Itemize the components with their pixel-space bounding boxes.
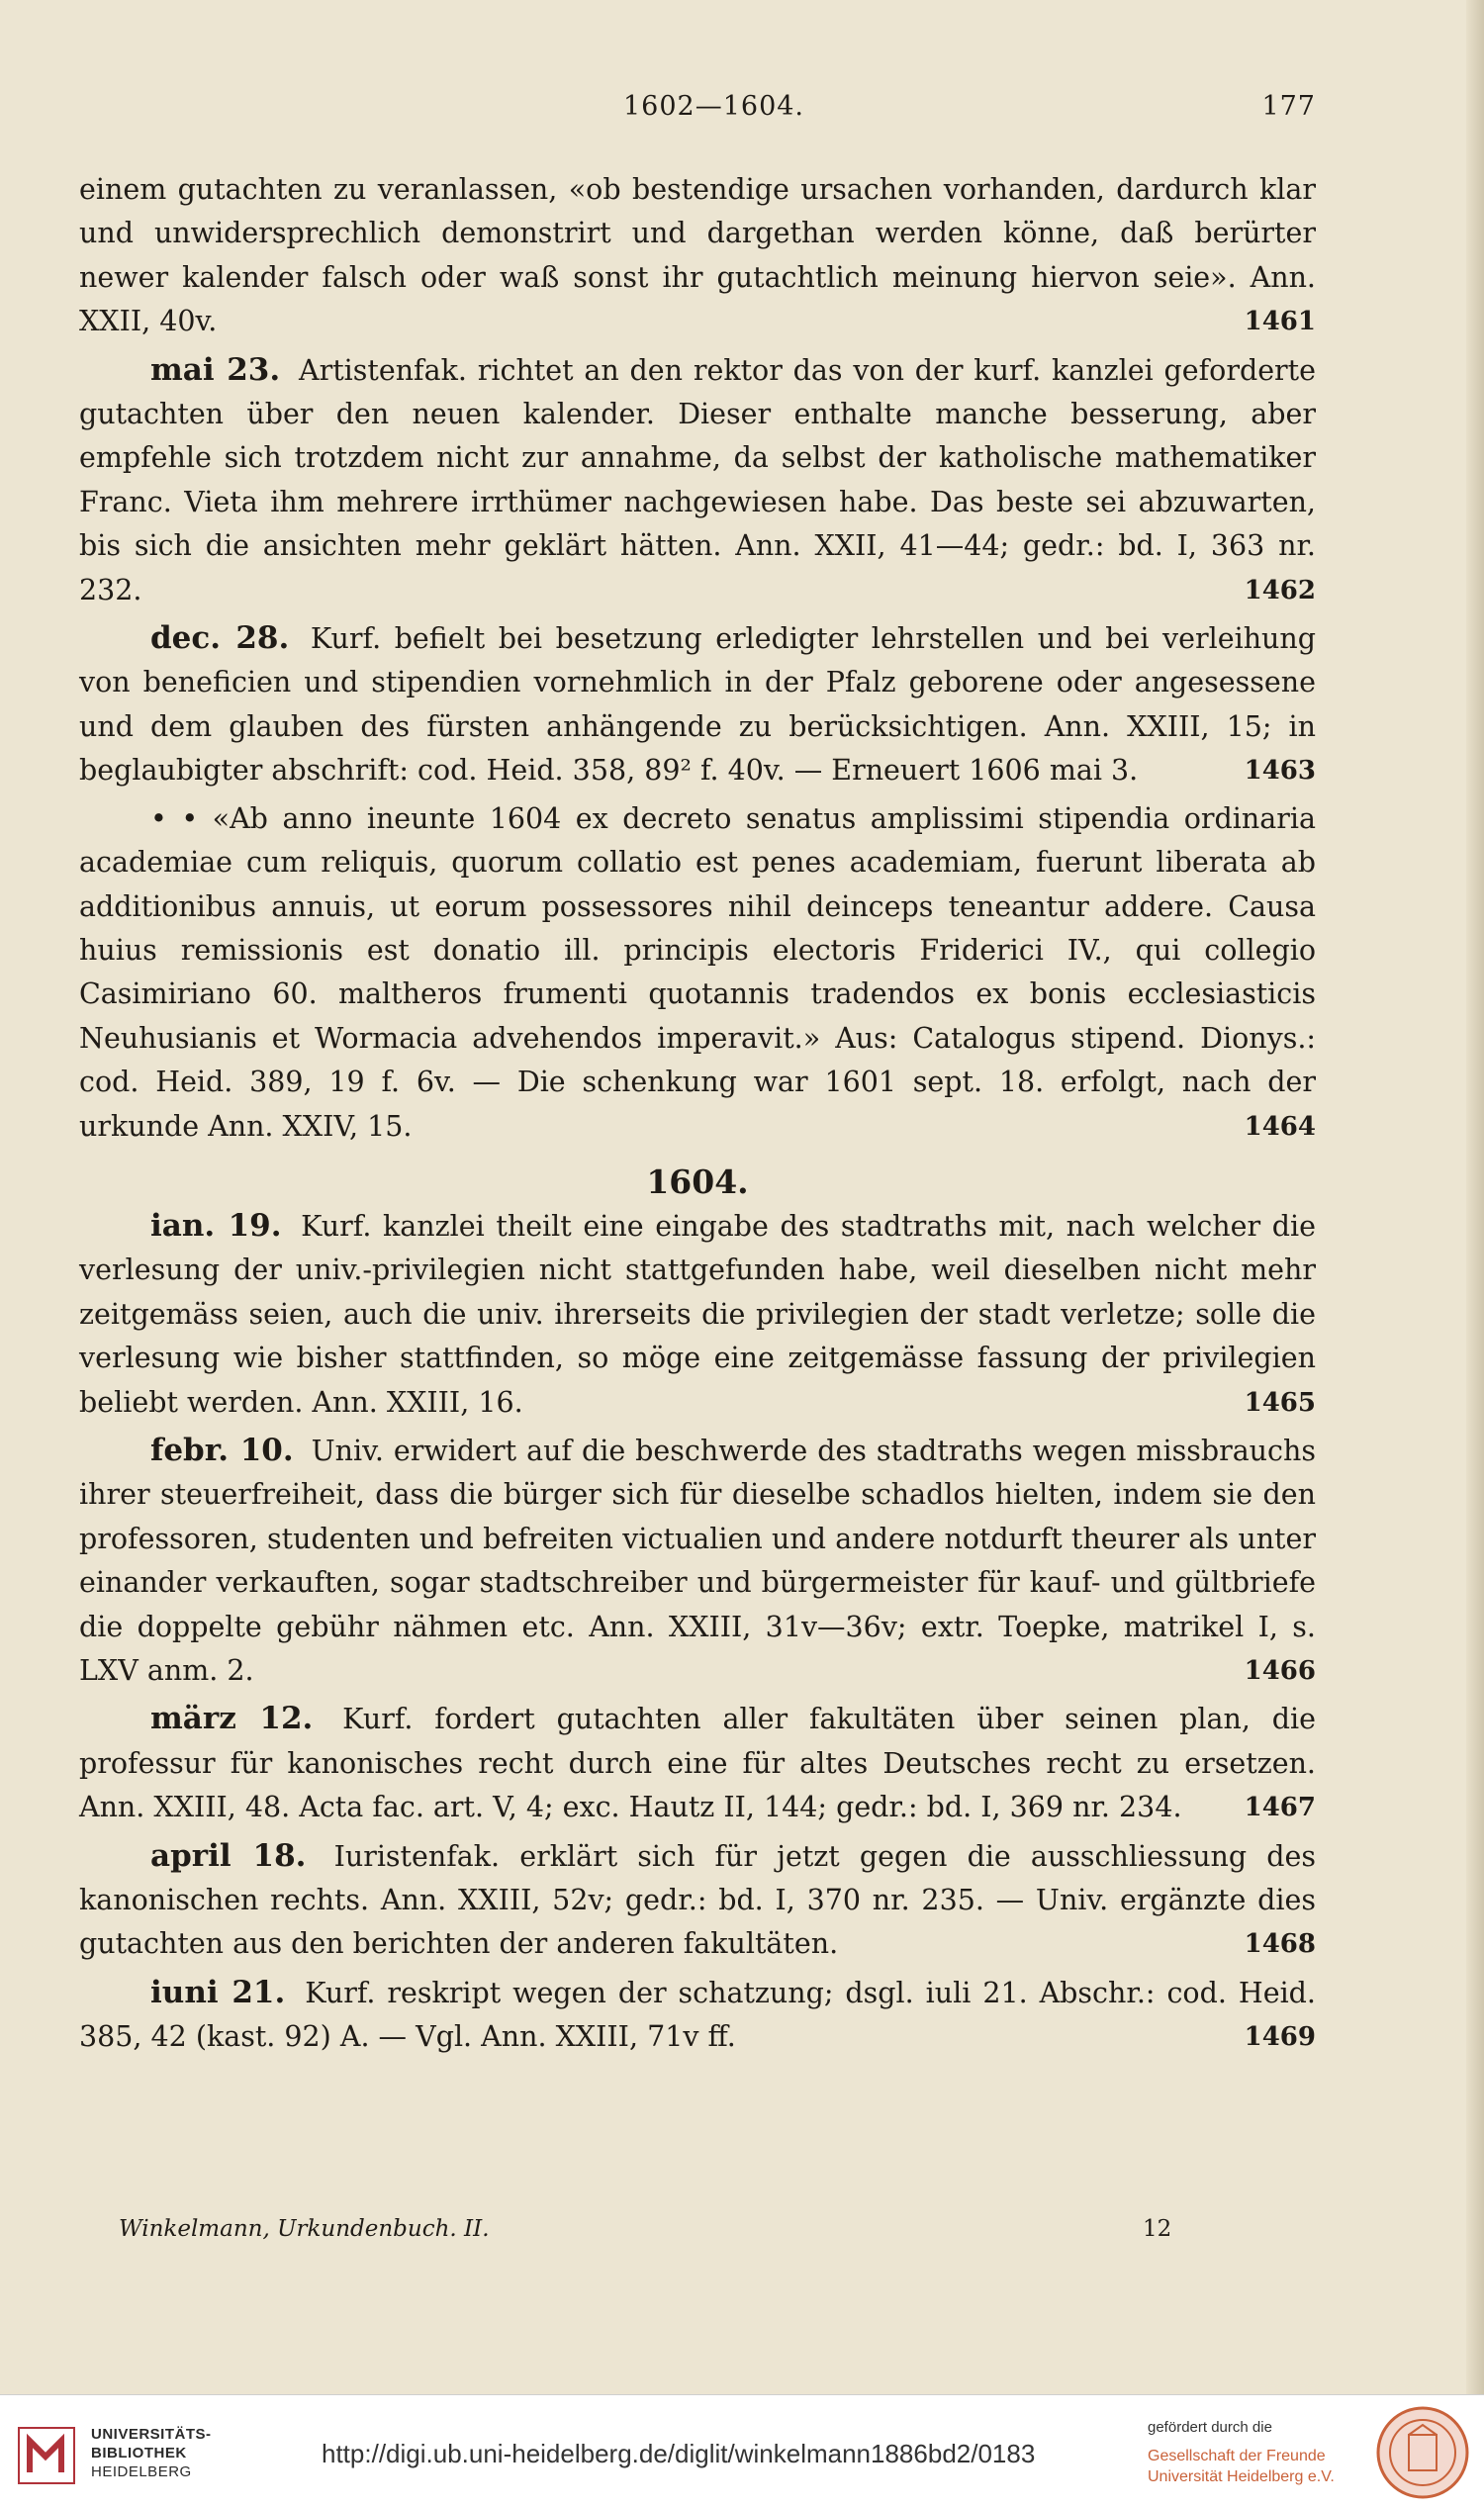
entry-text: Kurf. kanzlei theilt eine eingabe des stadtraths mit, nach welcher die verlesung der univ.-privilegien nicht stattgefunden habe, weil dieselben nicht mehr zeitgemäss seien, auch die univ. ihrerseits die privilegien der stadt verletze; solle die verlesung wie bisher stattfinden, so möge eine zeitgemässe fassung der privilegien beliebt werden. Ann. XXIII, 16. [79,1209,1316,1419]
regest-entry [79,616,1316,793]
entry-number: 1465 [1244,1387,1316,1418]
entry-text: Iuristenfak. erklärt sich für jetzt gegen die ausschliessung des kanonischen rechts. Ann. XXIII, 52v; gedr.: bd. I, 370 nr. 235. — Univ. ergänzte dies gutachten aus den berichten der anderen fakultäten. [79,1839,1317,1961]
library-name [91,2425,212,2481]
regest-entry [79,1697,1316,1829]
regest-entry [79,1429,1316,1693]
entry-date: april 18. [150,1837,307,1874]
entry-text: Kurf. reskript wegen der schatzung; dsgl. iuli 21. Abschr.: cod. Heid. 385, 42 (kast. 92) A. — Vgl. Ann. XXIII, 71v ff. [79,1976,1316,2054]
sponsor-name-line: Gesellschaft der Freunde [1148,2448,1326,2464]
entry-text: Kurf. fordert gutachten aller fakultäten über seinen plan, die professur für kanonisches recht durch eine für altes Deutsches recht zu ersetzen. Ann. XXIII, 48. Acta fac. art. V, 4; exc. Hautz II, 144; gedr.: bd. I, 369 nr. 234. [79,1703,1316,1824]
page-gutter-shadow [1466,0,1484,2394]
library-name-line: BIBLIOTHEK [91,2445,187,2462]
digitization-bar [0,2394,1484,2508]
entry-text: Univ. erwidert auf die beschwerde des stadtraths wegen missbrauchs ihrer steuerfreiheit, dass die bürger sich für dieselbe schadlos hielten, indem sie den professoren, studenten und befreiten victualien und andere notdurft theurer als unter einander verkauften, sogar stadtschreiber und bürgermeister für kauf- und gültbriefe die doppelte gebühr nähmen etc. Ann. XXIII, 31v—36v; extr. Toepke, matrikel I, s. LXV anm. 2. [79,1434,1316,1687]
sponsor-name-line: Universität Heidelberg e.V. [1148,2468,1335,2485]
regest-entry [79,348,1316,612]
entry-text: Artistenfak. richtet an den rektor das von der kurf. kanzlei geforderte gutachten über den neuen kalender. Dieser enthalte manche besserung, aber empfehle sich trotzdem nicht zur annahme, da selbst der katholische mathematiker Franc. Vieta ihm mehrere irrthümer nachgewiesen habe. Das beste sei abzuwarten, bis sich die ansichten mehr geklärt hätten. Ann. XXII, 41—44; gedr.: bd. I, 363 nr. 232. [79,353,1317,606]
page-number: 177 [1261,91,1316,122]
entry-number: 1461 [1244,307,1316,337]
entry-text: Kurf. befielt bei besetzung erledigter lehrstellen und bei verleihung von beneficien und stipendien vornehmlich in der Pfalz geborene oder angesessene und dem glauben des fürsten anhängende zu berücksichtigen. Ann. XXIII, 15; in beglaubigter abschrift: cod. Heid. 358, 89² f. 40v. — Erneuert 1606 mai 3. [79,622,1317,788]
page-body [79,168,1316,2064]
regest-entry [79,1971,1316,2060]
entry-number: 1463 [1244,756,1316,787]
regest-entry [79,1204,1316,1425]
university-seal-icon [1375,2405,1470,2500]
library-name-line: HEIDELBERG [91,2463,192,2480]
entry-number: 1466 [1244,1656,1316,1686]
year-heading: 1604. [646,1161,749,1201]
page-footer [119,2216,1316,2242]
entry-date: märz 12. [150,1701,314,1737]
entry-date: mai 23. [150,351,281,388]
sheet-signature: 12 [1143,2216,1172,2242]
regest-entry [79,1834,1316,1967]
running-head-years: 1602—1604. [623,91,805,122]
entry-text: • • «Ab anno ineunte 1604 ex decreto senatus amplissimi stipendia ordinaria academiae cum reliquis, quorum collatio est penes academiam, fuerunt liberata ab additionibus annuis, ut eorum possessores nihil deinceps teneantur addere. Causa huius remissionis est donatio ill. principis electoris Friderici IV., qui collegio Casimiriano 60. maltheros frumenti quotannis tradendos ex bonis ecclesiasticis Neuhusianis et Wormacia advehendos imperavit.» Aus: Catalogus stipend. Dionys.: cod. Heid. 389, 19 f. 6v. — Die schenkung war 1601 sept. 18. erfolgt, nach der urkunde Ann. XXIV, 15. [79,801,1316,1143]
entry-number: 1462 [1244,575,1316,605]
entry-date: dec. 28. [150,620,290,657]
library-name-line: UNIVERSITÄTS- [91,2426,212,2443]
running-head [79,91,1316,131]
permalink-url[interactable]: http://digi.ub.uni-heidelberg.de/diglit/winkelmann1886bd2/0183 [322,2439,1036,2468]
entry-date: iuni 21. [150,1974,286,2010]
sponsor-block [1148,2417,1355,2487]
entry-number: 1467 [1244,1793,1316,1823]
entry-text: einem gutachten zu veranlassen, «ob bestendige ursachen vorhanden, dardurch klar und unwidersprechlich demonstrirt und dargethan werden könne, daß berürter newer kalender falsch oder waß sonst ihr gutachtlich meinung hiervon seie». Ann. XXII, 40v. [79,173,1316,338]
footer-source: Winkelmann, Urkundenbuch. II. [119,2216,490,2242]
ub-logo-icon [18,2427,75,2484]
entry-number: 1469 [1244,2022,1316,2053]
entry-date: febr. 10. [150,1432,294,1468]
entry-date: ian. 19. [150,1207,282,1244]
regest-entry [79,797,1316,1149]
entry-number: 1464 [1244,1111,1316,1142]
sponsor-label: gefördert durch die [1148,2419,1272,2436]
regest-entry [79,168,1316,344]
entry-number: 1468 [1244,1929,1316,1960]
